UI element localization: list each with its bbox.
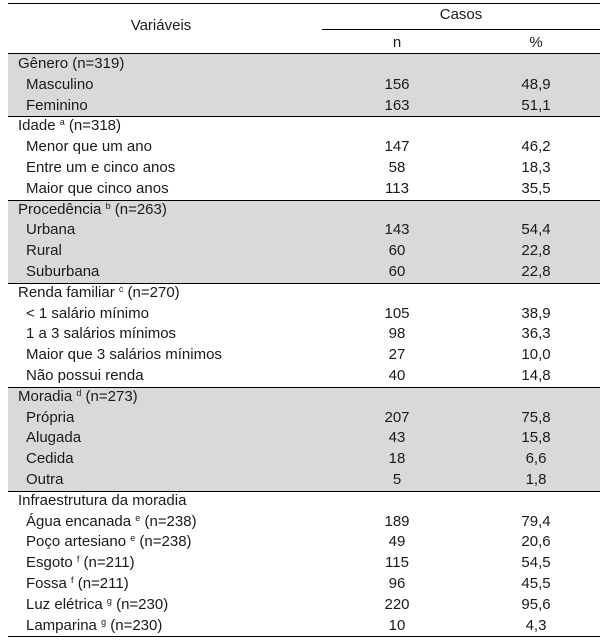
cell-n: 220 — [384, 595, 410, 613]
table-row — [8, 304, 600, 325]
row-label: Fossa $^f$ (n=211) — [26, 575, 129, 592]
row-label: Masculino — [26, 75, 94, 93]
header-pct: % — [529, 34, 543, 51]
cell-pct: 20,6 — [521, 533, 551, 551]
row-label: Esgoto $^f$ (n=211) — [26, 554, 135, 572]
cell-pct: 54,5 — [521, 554, 551, 572]
table-row — [8, 262, 600, 283]
row-label: Renda familiar $^c$ (n=270) — [18, 283, 180, 301]
row-label: Maior que 3 salários mínimos — [26, 346, 222, 364]
table-row — [8, 408, 600, 429]
table-row — [8, 158, 600, 179]
cell-n: 60 — [388, 263, 406, 280]
cell-n: 156 — [384, 75, 410, 93]
table-row — [8, 75, 600, 96]
header-variables: Variáveis — [130, 17, 192, 34]
cell-pct: 6,6 — [525, 450, 547, 468]
group-header-row — [8, 283, 600, 304]
row-label: Água encanada $^e$ (n=238) — [26, 512, 197, 530]
table-top-rule — [8, 3, 600, 4]
group-header-row — [8, 491, 600, 512]
group-header-row — [8, 54, 600, 75]
cell-n: 163 — [384, 96, 410, 114]
cell-n: 207 — [384, 408, 410, 426]
header-n: n — [392, 34, 402, 51]
cell-pct: 35,5 — [521, 179, 551, 197]
row-label: Urbana — [26, 221, 76, 239]
cell-n: 10 — [388, 616, 406, 634]
table-row — [8, 366, 600, 387]
row-label: Idade $^a$ (n=318) — [18, 117, 122, 135]
cell-n: 18 — [388, 450, 406, 468]
cell-n: 27 — [388, 346, 406, 364]
row-label: Maior que cinco anos — [26, 179, 169, 197]
cell-pct: 36,3 — [521, 325, 551, 343]
table-row — [8, 96, 600, 117]
group-header-row — [8, 387, 600, 408]
row-label: Alugada — [26, 429, 82, 447]
table-row — [8, 595, 600, 616]
cell-pct: 51,1 — [521, 96, 551, 114]
cell-n: 40 — [388, 367, 406, 384]
cell-pct: 46,2 — [521, 138, 551, 156]
cell-n: 143 — [384, 221, 410, 239]
cell-n: 115 — [385, 554, 409, 572]
cell-n: 189 — [384, 512, 410, 530]
row-label: Moradia $^d$ (n=273) — [18, 387, 138, 405]
row-label: Lamparina $^g$ (n=230) — [26, 616, 163, 634]
table-bottom-rule — [8, 636, 600, 637]
table-row — [8, 428, 600, 449]
cell-pct: 14,8 — [521, 367, 551, 384]
cell-n: 5 — [392, 471, 402, 488]
row-label: 1 a 3 salários mínimos — [26, 325, 177, 343]
cell-n: 58 — [388, 159, 406, 176]
cell-pct: 48,9 — [521, 75, 551, 93]
cell-n: 60 — [388, 242, 406, 260]
cell-pct: 38,9 — [521, 304, 551, 322]
row-label: < 1 salário mínimo — [26, 304, 149, 322]
cell-pct: 18,3 — [521, 159, 551, 176]
table-row — [8, 324, 600, 345]
cell-n: 96 — [388, 575, 406, 592]
cell-pct: 10,0 — [521, 346, 551, 364]
cell-pct: 45,5 — [521, 575, 551, 592]
cell-n: 105 — [384, 304, 410, 322]
cell-pct: 15,8 — [521, 429, 551, 447]
row-label: Menor que um ano — [26, 138, 152, 156]
row-label: Própria — [26, 408, 75, 426]
table-row — [8, 574, 600, 595]
cell-pct: 79,4 — [521, 512, 551, 530]
cell-pct: 4,3 — [525, 616, 547, 634]
row-label: Infraestrutura da moradia — [18, 491, 187, 509]
cell-n: 43 — [388, 429, 406, 447]
cell-n: 147 — [384, 138, 410, 156]
cell-pct: 75,8 — [521, 408, 551, 426]
cell-n: 49 — [388, 533, 406, 551]
row-label: Outra — [26, 471, 64, 488]
row-label: Procedência $^b$ (n=263) — [18, 200, 167, 218]
table-row — [8, 241, 600, 262]
row-label: Suburbana — [26, 263, 100, 280]
row-label: Gênero (n=319) — [18, 55, 125, 72]
row-label: Cedida — [26, 450, 74, 468]
group-header-row — [8, 200, 600, 221]
table-row — [8, 532, 600, 553]
cell-pct: 22,8 — [521, 263, 551, 280]
cell-pct: 22,8 — [521, 242, 551, 260]
table-row — [8, 220, 600, 241]
cell-pct: 95,6 — [521, 595, 551, 613]
table-row — [8, 345, 600, 366]
cell-pct: 54,4 — [521, 221, 551, 239]
cell-n: 113 — [385, 179, 409, 197]
row-label: Poço artesiano $^e$ (n=238) — [26, 533, 192, 551]
row-label: Não possui renda — [26, 367, 144, 384]
group-header-row — [8, 116, 600, 137]
header-cases: Casos — [439, 6, 483, 23]
table-row — [8, 512, 600, 533]
row-label: Entre um e cinco anos — [26, 159, 176, 176]
row-label: Rural — [26, 242, 62, 260]
table-row — [8, 137, 600, 158]
cases-rule — [322, 29, 600, 30]
table-row — [8, 553, 600, 574]
table-row — [8, 470, 600, 491]
table-row — [8, 449, 600, 470]
table-row — [8, 616, 600, 637]
table-row — [8, 179, 600, 200]
row-label: Feminino — [26, 96, 88, 114]
cell-n: 98 — [388, 325, 406, 343]
row-label: Luz elétrica $^g$ (n=230) — [26, 595, 169, 613]
cell-pct: 1,8 — [525, 471, 547, 488]
